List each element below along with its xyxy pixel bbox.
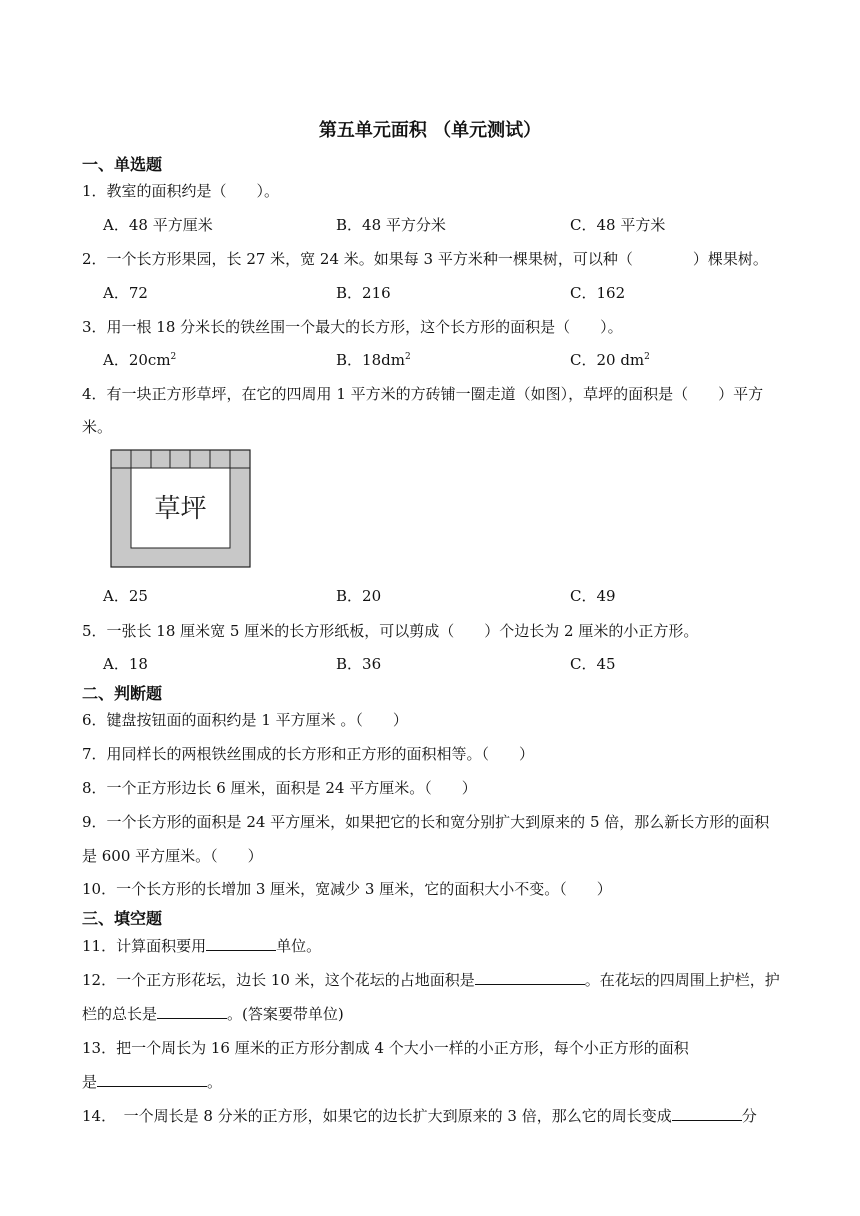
q3-option-b-sup: 2 <box>404 352 411 362</box>
lawn-figure <box>110 449 252 569</box>
section-heading-single-choice: 一、单选题 <box>82 155 163 174</box>
question-8: 8．一个正方形边长 6 厘米，面积是 24 平方厘米。（ ） <box>82 779 477 797</box>
q12-text-mid: 。在花坛的四周围上护栏，护 <box>584 971 780 989</box>
question-7: 7．用同样长的两根铁丝围成的长方形和正方形的面积相等。（ ） <box>82 745 535 763</box>
question-11 <box>82 935 321 956</box>
q12-text-pre: 12．一个正方形花坛，边长 10 米，这个花坛的占地面积是 <box>82 971 475 989</box>
q3-option-a-sup: 2 <box>170 352 177 362</box>
q4-option-a: A．25 <box>103 587 148 605</box>
q11-text-pre: 11．计算面积要用 <box>82 937 207 955</box>
question-9-line2: 是 600 平方厘米。（ ） <box>82 847 263 865</box>
lawn-label: 草坪 <box>154 494 207 524</box>
q13-answer-blank[interactable] <box>97 1072 207 1087</box>
q3-option-b <box>336 349 411 370</box>
question-9-line1: 9．一个长方形的面积是 24 平方厘米，如果把它的长和宽分别扩大到原来的 5 倍，那么新长方形的面积 <box>82 813 770 831</box>
q1-option-c: C．48 平方米 <box>570 216 666 234</box>
q2-option-c: C．162 <box>570 284 626 302</box>
q14-answer-blank[interactable] <box>672 1106 742 1121</box>
section-heading-fill-blank: 三、填空题 <box>82 909 163 928</box>
q3-option-c-sup: 2 <box>644 352 650 362</box>
page-title: 第五单元面积 （单元测试） <box>318 120 542 141</box>
question-13-line1: 13．把一个周长为 16 厘米的正方形分割成 4 个大小一样的小正方形，每个小正方形的面积 <box>82 1039 689 1057</box>
q5-option-b: B．36 <box>336 655 382 673</box>
q3-option-b-text: B．18dm <box>336 351 405 369</box>
question-3-stem: 3．用一根 18 分米长的铁丝围一个最大的长方形，这个长方形的面积是（ ）。 <box>82 318 623 336</box>
q11-text-post: 单位。 <box>276 937 322 955</box>
q13-line2-pre: 是 <box>82 1073 98 1091</box>
section-heading-true-false: 二、判断题 <box>82 684 163 703</box>
q11-answer-blank[interactable] <box>206 936 276 951</box>
question-12-line2 <box>82 1003 344 1024</box>
q14-text-pre: 14． 一个周长是 8 分米的正方形，如果它的边长扩大到原来的 3 倍，那么它的周长变成 <box>82 1107 672 1125</box>
q5-option-c: C．45 <box>570 655 616 673</box>
question-14 <box>82 1105 757 1126</box>
q1-option-a: A．48 平方厘米 <box>103 216 213 234</box>
question-4-stem-line2: 米。 <box>82 418 113 436</box>
question-4-stem-line1: 4．有一块正方形草坪，在它的四周用 1 平方米的方砖铺一圈走道（如图），草坪的面积是（ ）平方 <box>82 385 764 403</box>
question-10: 10．一个长方形的长增加 3 厘米，宽减少 3 厘米，它的面积大小不变。（ ） <box>82 880 612 898</box>
q5-option-a: A．18 <box>103 655 148 673</box>
question-6: 6．键盘按钮面的面积约是 1 平方厘米 。（ ） <box>82 711 408 729</box>
question-1-stem: 1．教室的面积约是（ ）。 <box>82 182 280 200</box>
q3-option-c <box>570 349 650 370</box>
q12-area-blank[interactable] <box>475 970 585 985</box>
q12-line2-post: 。(答案要带单位) <box>227 1005 344 1023</box>
q2-option-b: B．216 <box>336 284 391 302</box>
q3-option-a-text: A．20cm <box>103 351 171 369</box>
q1-option-b: B．48 平方分米 <box>336 216 446 234</box>
question-12-line1 <box>82 969 780 990</box>
q3-option-c-text: C．20 dm <box>570 351 645 369</box>
question-5-stem: 5．一张长 18 厘米宽 5 厘米的长方形纸板，可以剪成（ ）个边长为 2 厘米的小正方形。 <box>82 622 699 640</box>
q12-line2-pre: 栏的总长是 <box>82 1005 158 1023</box>
question-2-stem: 2．一个长方形果园，长 27 米，宽 24 米。如果每 3 平方米种一棵果树，可以种（ ）棵果树。 <box>82 250 768 268</box>
question-13-line2 <box>82 1071 222 1092</box>
q4-option-c: C．49 <box>570 587 616 605</box>
q14-text-post: 分 <box>741 1107 757 1125</box>
q2-option-a: A．72 <box>103 284 148 302</box>
q13-line2-post: 。 <box>207 1073 223 1091</box>
q12-perimeter-blank[interactable] <box>157 1004 227 1019</box>
q4-option-b: B．20 <box>336 587 382 605</box>
q3-option-a <box>103 349 176 370</box>
